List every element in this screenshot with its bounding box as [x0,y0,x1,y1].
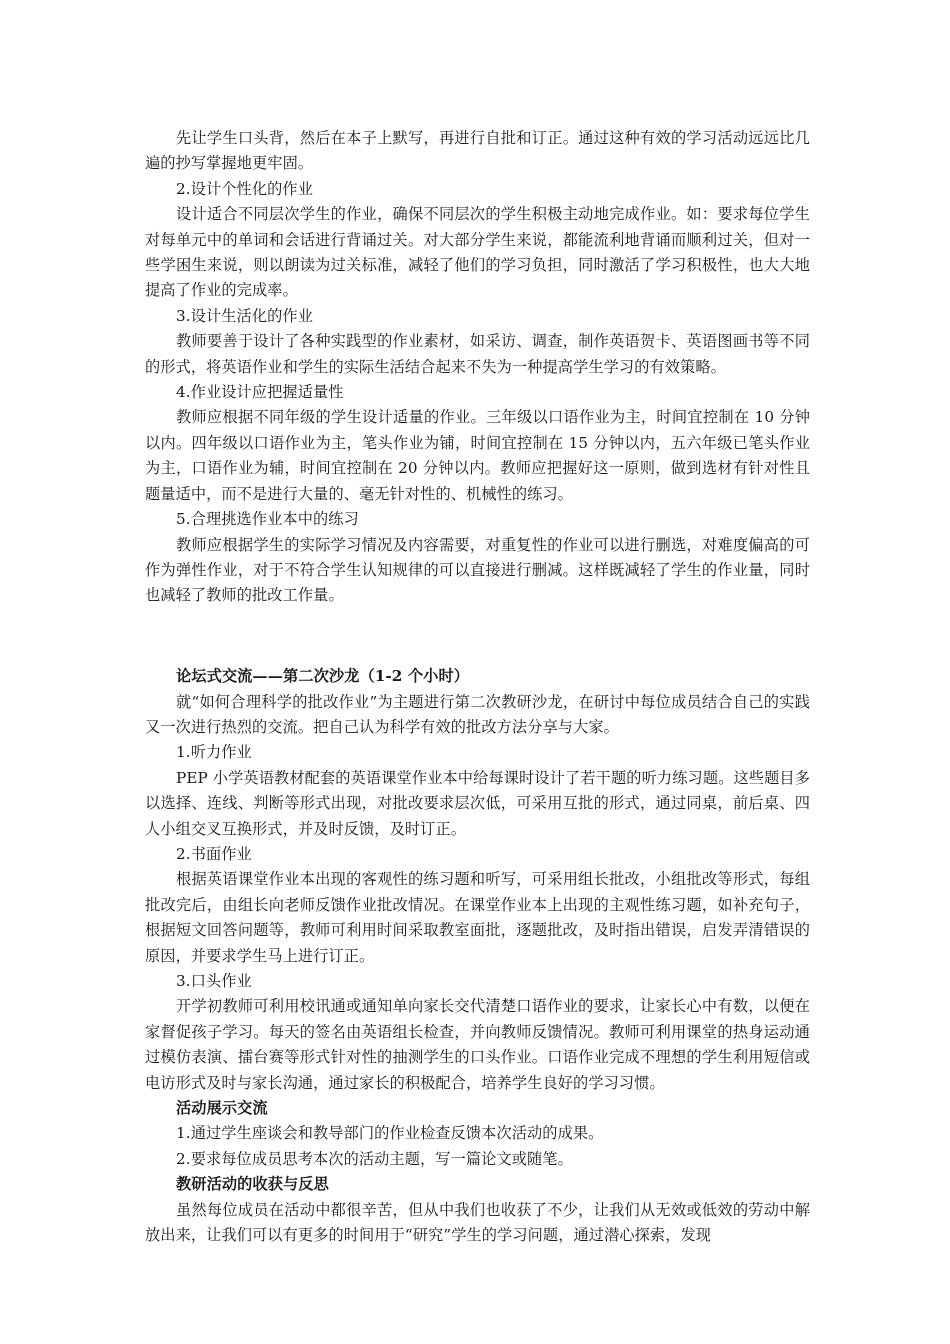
section-item-heading: 4.作业设计应把握适量性 [176,383,344,402]
section-item-heading: 2.要求每位成员思考本次的活动主题，写一篇论文或随笔。 [176,1149,573,1168]
body-paragraph: 教师应根据不同年级的学生设计适量的作业。三年级以口语作业为主，时间宜控制在 10 分钟以内。四年级以口语作业为主，笔头作业为铺，时间宜控制在 15 分钟以内，五六年级已笔头作业为主，口语作业为辅，时间宜控制在 20 分钟以内。教师应把握好这一原则，做到选材有针对性且题量适中，而不是进行大量的、毫无针对性的、机械性的练习。 [145,408,810,503]
section-heading: 教研活动的收获与反思 [176,1175,329,1194]
section-item-heading: 5.合理挑选作业本中的练习 [176,510,359,529]
section-item-heading: 3.设计生活化的作业 [176,306,313,325]
body-paragraph: 开学初教师可利用校讯通或通知单向家长交代清楚口语作业的要求，让家长心中有数，以便在家督促孩子学习。每天的签名由英语组长检查，并向教师反馈情况。教师可利用课堂的热身运动通过模仿表演、擂台赛等形式针对性的抽测学生的口头作业。口语作业完成不理想的学生利用短信或电访形式及时与家长沟通，通过家长的积极配合，培养学生良好的学习习惯。 [145,997,810,1092]
body-paragraph: 虽然每位成员在活动中都很辛苦，但从中我们也收获了不少，让我们从无效或低效的劳动中解放出来，让我们可以有更多的时间用于“研究”学生的学习问题，通过潜心探索，发现 [145,1200,810,1245]
section-item-heading: 1.通过学生座谈会和教导部门的作业检查反馈本次活动的成果。 [176,1124,604,1143]
document-body [145,126,810,1248]
section-heading: 论坛式交流——第二次沙龙（1-2 个小时） [176,667,470,686]
paragraph-spacer [145,624,810,649]
body-paragraph: PEP 小学英语教材配套的英语课堂作业本中给每课时设计了若干题的听力练习题。这些题目多以选择、连线、判断等形式出现，对批改要求层次低，可采用互批的形式，通过同桌，前后桌、四人小组交叉互换形式，并及时反馈，及时订正。 [145,768,810,838]
body-paragraph: 设计适合不同层次学生的作业，确保不同层次的学生积极主动地完成作业。如：要求每位学生对每单元中的单词和会话进行背诵过关。对大部分学生来说，都能流利地背诵而顺利过关，但对一些学困生来说，则以朗读为过关标准，减轻了他们的学习负担，同时激活了学习积极性，也大大地提高了作业的完成率。 [145,205,810,300]
section-item-heading: 2.书面作业 [176,844,252,863]
section-item-heading: 3.口头作业 [176,971,252,990]
section-item-heading: 1.听力作业 [176,743,252,762]
body-paragraph: 先让学生口头背，然后在本子上默写，再进行自批和订正。通过这种有效的学习活动远远比几遍的抄写掌握地更牢固。 [145,129,810,173]
body-paragraph: 根据英语课堂作业本出现的客观性的练习题和听写，可采用组长批改，小组批改等形式，每组批改完后，由组长向老师反馈作业批改情况。在课堂作业本上出现的主观性练习题，如补充句子，根据短文回答问题等，教师可利用时间采取教室面批，逐题批改，及时指出错误，启发弄清错误的原因，并要求学生马上进行订正。 [145,870,810,965]
body-paragraph: 教师要善于设计了各种实践型的作业素材，如采访、调查，制作英语贺卡、英语图画书等不同的形式，将英语作业和学生的实际生活结合起来不失为一种提高学生学习的有效策略。 [145,332,810,376]
body-paragraph: 教师应根据学生的实际学习情况及内容需要，对重复性的作业可以进行删选，对难度偏高的可作为弹性作业，对于不符合学生认知规律的可以直接进行删减。这样既减轻了学生的作业量，同时也减轻了教师的批改工作量。 [145,535,810,605]
section-item-heading: 2.设计个性化的作业 [176,179,313,198]
body-paragraph: 就“如何合理科学的批改作业”为主题进行第二次教研沙龙，在研讨中每位成员结合自己的实践又一次进行热烈的交流。把自己认为科学有效的批改方法分享与大家。 [145,692,810,736]
section-heading: 活动展示交流 [176,1099,268,1117]
